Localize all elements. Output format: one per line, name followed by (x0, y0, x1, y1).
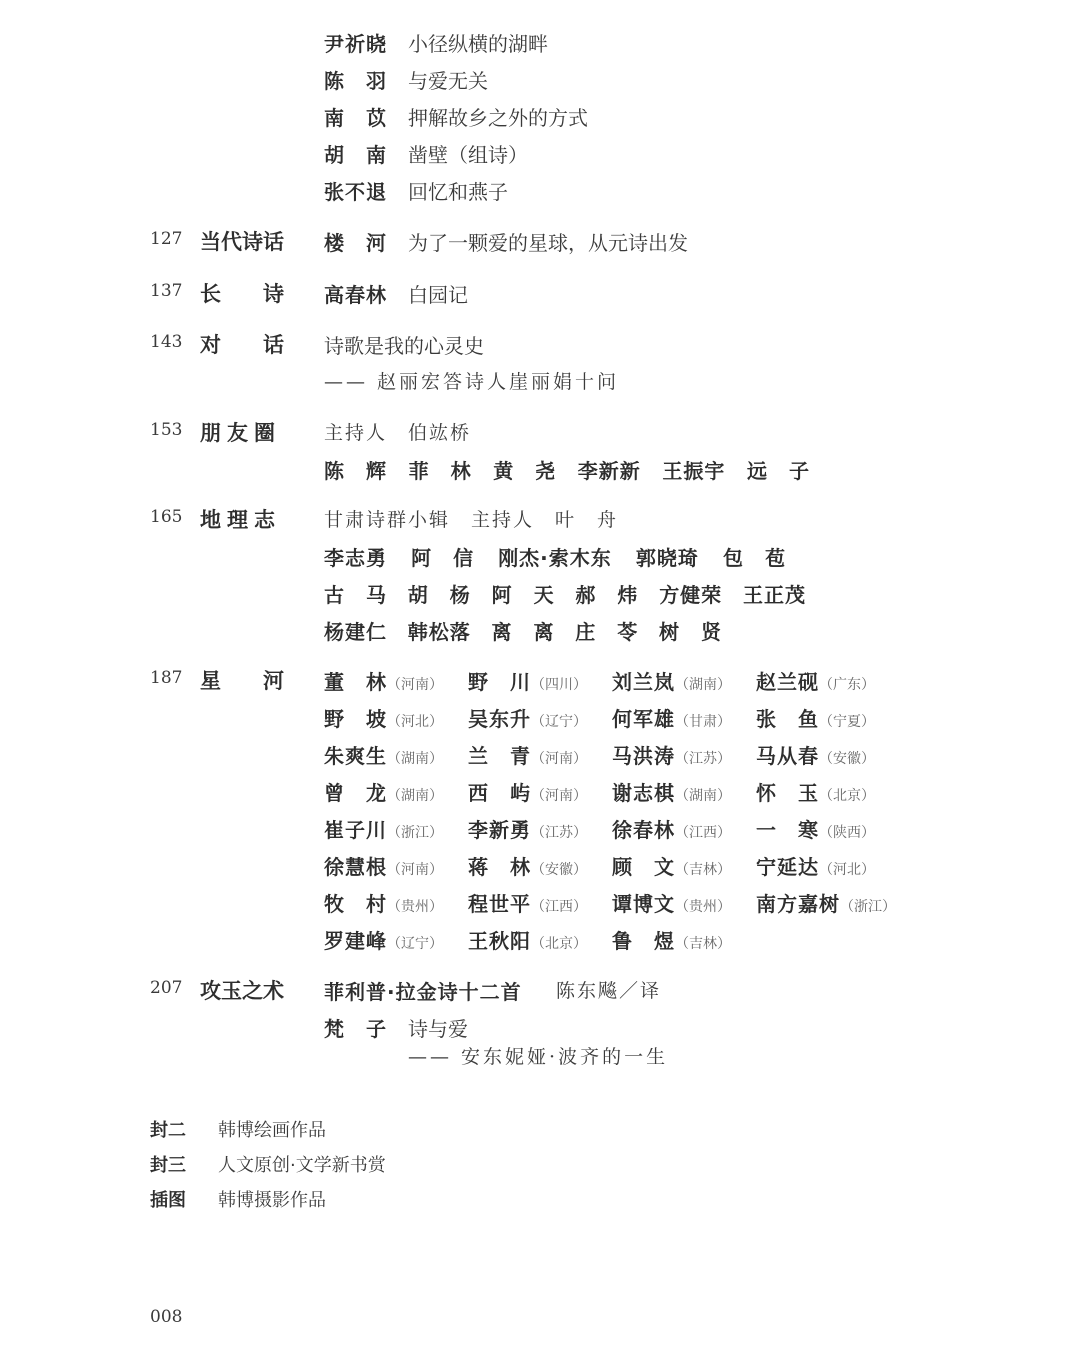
contributor-entry[interactable] (612, 814, 731, 843)
author-name: 鲁 煜 (612, 929, 675, 953)
page-number: 187 (150, 668, 183, 688)
section-name: 长 诗 (200, 282, 284, 306)
page-number: 143 (150, 332, 183, 352)
author-name: 陈 羽 (324, 69, 387, 93)
contributor-entry[interactable] (756, 777, 875, 806)
author-name: 徐慧根 (324, 855, 387, 879)
author-name: 西 屿 (468, 781, 531, 805)
section-name: 地理志 (200, 508, 281, 532)
credit-text: 人文原创·文学新书赏 (218, 1155, 386, 1176)
contributor-entry[interactable] (324, 740, 443, 769)
author-name: 谢志棋 (612, 781, 675, 805)
author-name[interactable]: 古 马 (324, 583, 387, 607)
author-name[interactable]: 郭晓琦 (635, 546, 699, 570)
author-name[interactable]: 菲 林 (408, 459, 472, 483)
province-label: （北京） (819, 788, 875, 804)
author-name: 蒋 林 (468, 855, 531, 879)
author-name: 一 寒 (756, 818, 819, 842)
contributor-entry[interactable] (468, 851, 587, 880)
page-number: 165 (150, 507, 183, 527)
credit-label: 封二 (150, 1120, 186, 1141)
province-label: （江西） (531, 899, 587, 915)
author-name: 董 林 (324, 670, 387, 694)
author-name[interactable]: 王正茂 (742, 583, 806, 607)
province-label: （甘肃） (675, 714, 731, 730)
toc-entry[interactable] (324, 102, 588, 131)
province-label: （浙江） (840, 899, 896, 915)
entry-subtitle: —— 赵丽宏答诗人崖丽娟十问 (324, 371, 620, 393)
page-number: 207 (150, 978, 183, 998)
contributor-entry[interactable] (756, 740, 875, 769)
author-name[interactable]: 李新新 (577, 459, 641, 483)
author-name: 赵兰砚 (756, 670, 819, 694)
contributor-entry[interactable] (612, 888, 731, 917)
province-label: （浙江） (387, 825, 443, 841)
province-label: （河北） (819, 862, 875, 878)
province-label: （北京） (531, 936, 587, 952)
author-name: 野 坡 (324, 707, 387, 731)
author-name: 楼 河 (324, 231, 387, 255)
author-name[interactable]: 离 离 (491, 620, 555, 644)
province-label: （江西） (675, 825, 731, 841)
entry-title: 与爱无关 (408, 69, 488, 93)
province-label: （贵州） (387, 899, 443, 915)
contributor-entry[interactable] (324, 888, 443, 917)
author-name[interactable]: 王振宇 (662, 459, 726, 483)
entry-title[interactable]: 菲利普·拉金诗十二首 (324, 980, 522, 1004)
province-label: （四川） (531, 677, 587, 693)
entry-title[interactable]: 诗歌是我的心灵史 (324, 334, 484, 358)
host-line: 甘肃诗群小辑 主持人 叶 舟 (324, 509, 619, 531)
author-name: 野 川 (468, 670, 531, 694)
credit-label: 插图 (150, 1190, 186, 1211)
author-name: 宁延达 (756, 855, 819, 879)
author-name: 刘兰岚 (612, 670, 675, 694)
province-label: （安徽） (819, 751, 875, 767)
section-name: 攻玉之术 (200, 979, 284, 1003)
author-name: 马从春 (756, 744, 819, 768)
entry-subtitle: —— 安东妮娅·波齐的一生 (408, 1046, 669, 1068)
contributor-entry[interactable] (612, 666, 731, 695)
author-name: 崔子川 (324, 818, 387, 842)
author-name: 张不退 (324, 180, 387, 204)
member-row (324, 579, 806, 608)
member-row (324, 455, 810, 484)
author-name: 徐春林 (612, 818, 675, 842)
author-name: 曾 龙 (324, 781, 387, 805)
author-name[interactable]: 韩松落 (407, 620, 471, 644)
province-label: （陕西） (819, 825, 875, 841)
author-name[interactable]: 阿 天 (491, 583, 555, 607)
author-name[interactable]: 胡 杨 (407, 583, 471, 607)
page-number: 127 (150, 229, 183, 249)
toc-entry[interactable] (324, 65, 488, 94)
author-name: 梵 子 (324, 1017, 387, 1041)
author-name[interactable]: 黄 尧 (493, 459, 557, 483)
author-name: 兰 青 (468, 744, 531, 768)
contributor-entry[interactable] (324, 851, 443, 880)
province-label: （河南） (387, 862, 443, 878)
author-name: 谭博文 (612, 892, 675, 916)
author-name: 李新勇 (468, 818, 531, 842)
province-label: （江苏） (531, 825, 587, 841)
page-number: 153 (150, 420, 183, 440)
credit-line (150, 1151, 386, 1177)
member-row (324, 542, 786, 571)
province-label: （江苏） (675, 751, 731, 767)
toc-entry[interactable] (324, 176, 508, 205)
author-name[interactable]: 庄 苓 (575, 620, 639, 644)
author-name[interactable]: 方健荣 (659, 583, 723, 607)
author-name[interactable]: 刚杰·索木东 (498, 546, 612, 570)
contributor-entry[interactable] (324, 703, 443, 732)
author-name: 吴东升 (468, 707, 531, 731)
contributor-entry[interactable] (756, 851, 875, 880)
entry-title: 小径纵横的湖畔 (408, 32, 548, 56)
author-name: 高春林 (324, 283, 387, 307)
section-name: 对 话 (200, 333, 284, 357)
credit-line (150, 1116, 326, 1142)
author-name[interactable]: 郝 炜 (575, 583, 639, 607)
author-name: 何军雄 (612, 707, 675, 731)
province-label: （宁夏） (819, 714, 875, 730)
contributor-entry[interactable] (756, 888, 896, 917)
author-name[interactable]: 李志勇 (324, 546, 387, 570)
province-label: （辽宁） (387, 936, 443, 952)
contributor-entry[interactable] (324, 666, 443, 695)
author-name: 王秋阳 (468, 929, 531, 953)
entry-title[interactable]: 为了一颗爱的星球，从元诗出发 (408, 231, 688, 255)
contributor-entry[interactable] (612, 703, 731, 732)
contributor-entry[interactable] (468, 888, 587, 917)
author-name: 胡 南 (324, 143, 387, 167)
contributor-entry[interactable] (756, 666, 875, 695)
entry-title: 回忆和燕子 (408, 180, 508, 204)
host-line: 主持人 伯竑桥 (324, 422, 472, 444)
contributor-entry[interactable] (612, 740, 731, 769)
author-name: 张 鱼 (756, 707, 819, 731)
contributor-entry[interactable] (612, 851, 731, 880)
contributor-entry[interactable] (468, 703, 587, 732)
contributor-entry[interactable] (468, 666, 587, 695)
section-name: 当代诗话 (200, 230, 284, 254)
province-label: （河南） (531, 788, 587, 804)
author-name: 顾 文 (612, 855, 675, 879)
contributor-entry[interactable] (612, 925, 731, 954)
author-name: 南 苡 (324, 106, 387, 130)
author-name: 罗建峰 (324, 929, 387, 953)
page-number: 137 (150, 281, 183, 301)
contributor-entry[interactable] (468, 814, 587, 843)
author-name[interactable]: 远 子 (746, 459, 810, 483)
author-name[interactable]: 阿 信 (411, 546, 475, 570)
contributor-entry[interactable] (468, 777, 587, 806)
credit-text: 韩博摄影作品 (218, 1190, 326, 1211)
author-name[interactable]: 陈 辉 (324, 459, 387, 483)
author-name: 牧 村 (324, 892, 387, 916)
province-label: （河南） (531, 751, 587, 767)
province-label: （湖南） (675, 788, 731, 804)
contributor-entry[interactable] (324, 814, 443, 843)
author-name: 南方嘉树 (756, 892, 840, 916)
author-name[interactable]: 包 苞 (722, 546, 786, 570)
contributor-entry[interactable] (468, 740, 587, 769)
author-name[interactable]: 树 贤 (659, 620, 722, 644)
translator: 陈东飚／译 (556, 980, 662, 1002)
province-label: （湖南） (387, 788, 443, 804)
contributor-entry[interactable] (324, 925, 443, 954)
contributor-entry[interactable] (756, 814, 875, 843)
toc-entry[interactable] (324, 28, 548, 57)
folio-page-number: 008 (150, 1307, 183, 1327)
province-label: （湖南） (675, 677, 731, 693)
province-label: （河南） (387, 677, 443, 693)
credit-text: 韩博绘画作品 (218, 1120, 326, 1141)
contributor-entry[interactable] (468, 925, 587, 954)
author-name[interactable]: 杨建仁 (324, 620, 387, 644)
province-label: （辽宁） (531, 714, 587, 730)
province-label: （吉林） (675, 862, 731, 878)
member-row (324, 616, 722, 645)
entry-title: 凿壁（组诗） (408, 143, 528, 167)
contributor-entry[interactable] (756, 703, 875, 732)
entry-title[interactable]: 诗与爱 (408, 1017, 468, 1041)
author-name: 怀 玉 (756, 781, 819, 805)
province-label: （湖南） (387, 751, 443, 767)
province-label: （广东） (819, 677, 875, 693)
province-label: （吉林） (675, 936, 731, 952)
author-name: 马洪涛 (612, 744, 675, 768)
section-name: 朋友圈 (200, 421, 281, 445)
credit-label: 封三 (150, 1155, 186, 1176)
section-name: 星 河 (200, 669, 284, 693)
credit-line (150, 1186, 326, 1212)
entry-title[interactable]: 白园记 (408, 283, 468, 307)
province-label: （安徽） (531, 862, 587, 878)
contributor-entry[interactable] (612, 777, 731, 806)
author-name: 尹祈晓 (324, 32, 387, 56)
province-label: （河北） (387, 714, 443, 730)
author-name: 朱爽生 (324, 744, 387, 768)
toc-entry[interactable] (324, 139, 528, 168)
entry-title: 押解故乡之外的方式 (408, 106, 588, 130)
contributor-entry[interactable] (324, 777, 443, 806)
province-label: （贵州） (675, 899, 731, 915)
author-name: 程世平 (468, 892, 531, 916)
